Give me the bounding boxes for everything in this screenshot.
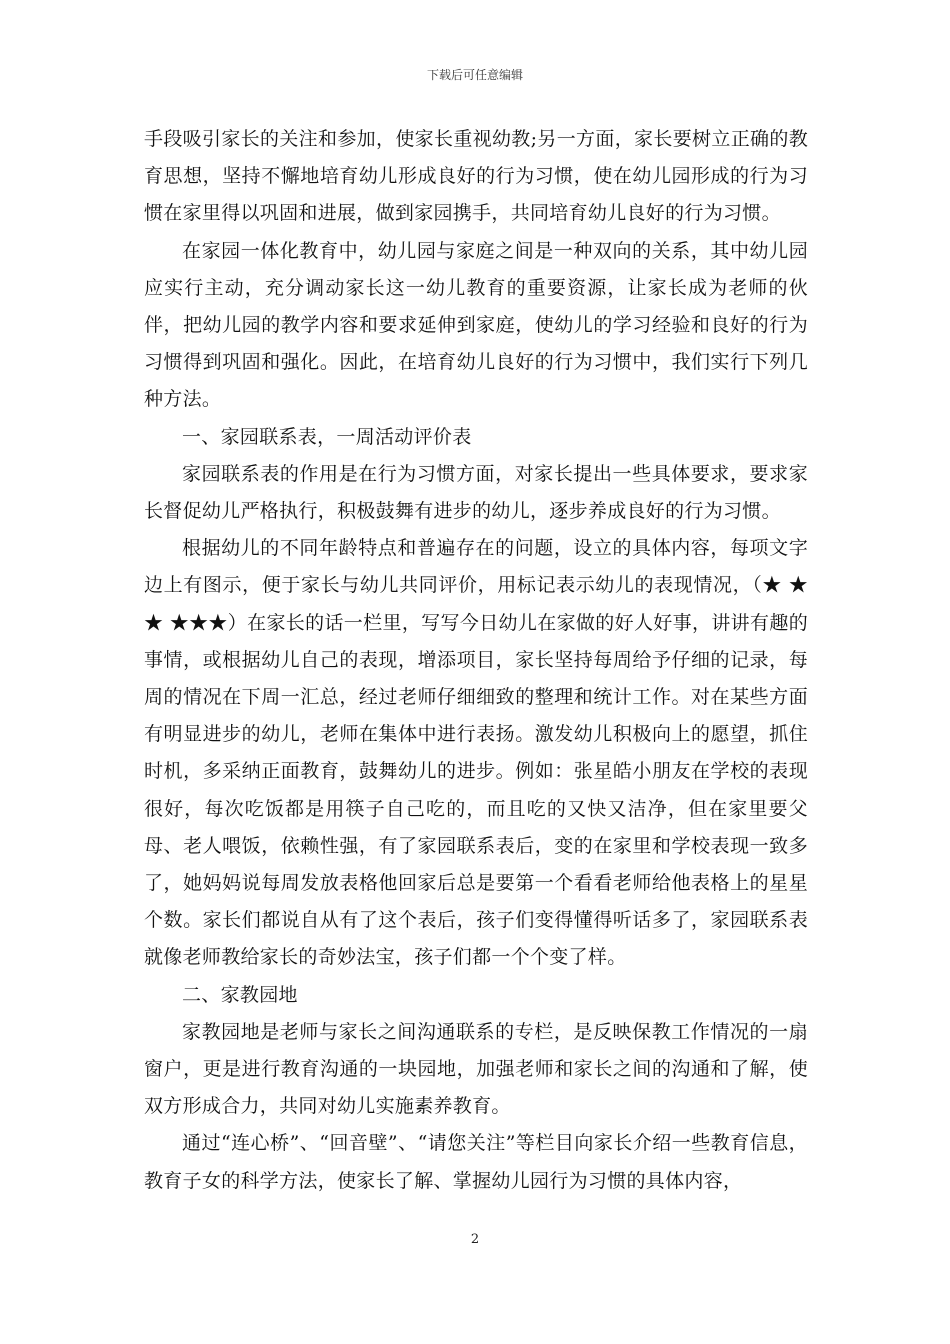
- paragraph-1: 手段吸引家长的关注和参加，使家长重视幼教;另一方面，家长要树立正确的教育思想，坚持不懈地培育幼儿形成良好的行为习惯，使在幼儿园形成的行为习惯在家里得以巩固和进展，做到家园携手，共同培育幼儿良好的行为习惯。: [144, 128, 808, 225]
- paragraph-2: 在家园一体化教育中，幼儿园与家庭之间是一种双向的关系，其中幼儿园应实行主动，充分调动家长这一幼儿教育的重要资源，让家长成为老师的伙伴，把幼儿园的教学内容和要求延伸到家庭，使幼儿的学习经验和良好的行为习惯得到巩固和强化。因此，在培育幼儿良好的行为习惯中，我们实行下列几种方法。: [144, 239, 808, 411]
- paragraph-3: 家园联系表的作用是在行为习惯方面，对家长提出一些具体要求，要求家长督促幼儿严格执行，积极鼓舞有进步的幼儿，逐步养成良好的行为习惯。: [144, 462, 808, 523]
- section-heading-2: 二、家教园地: [182, 983, 298, 1006]
- paragraph-6: 通过“连心桥”、“回音壁”、“请您关注”等栏目向家长介绍一些教育信息，教育子女的科学方法，使家长了解、掌握幼儿园行为习惯的具体内容，: [144, 1132, 808, 1192]
- document-body: [144, 121, 808, 1200]
- paragraph-4: 根据幼儿的不同年龄特点和普遍存在的问题，设立的具体内容，每项文字边上有图示，便于家长与幼儿共同评价，用标记表示幼儿的表现情况，（★ ★ ★ ★★★）在家长的话一栏里，写写今日幼儿在家做的好人好事，讲讲有趣的事情，或根据幼儿自己的表现，增添项目，家长坚持每周给予仔细的记录，每周的情况在下周一汇总，经过老师仔细细致的整理和统计工作。对在某些方面有明显进步的幼儿，老师在集体中进行表扬。激发幼儿积极向上的愿望，抓住时机，多采纳正面教育，鼓舞幼儿的进步。例如：张星皓小朋友在学校的表现很好，每次吃饭都是用筷子自己吃的，而且吃的又快又洁净，但在家里要父母、老人喂饭，依赖性强，有了家园联系表后，变的在家里和学校表现一致多了，她妈妈说每周发放表格他回家后总是要第一个看看老师给他表格上的星星个数。家长们都说自从有了这个表后，孩子们变得懂得听话多了，家园联系表就像老师教给家长的奇妙法宝，孩子们都一个个变了样。: [144, 537, 808, 969]
- page-header: 下载后可任意编辑: [426, 68, 523, 82]
- paragraph-5: 家教园地是老师与家长之间沟通联系的专栏，是反映保教工作情况的一扇窗户，更是进行教育沟通的一块园地，加强老师和家长之间的沟通和了解，使双方形成合力，共同对幼儿实施素养教育。: [144, 1020, 808, 1118]
- section-heading-1: 一、家园联系表，一周活动评价表: [182, 425, 472, 448]
- page-number: 2: [470, 1232, 480, 1247]
